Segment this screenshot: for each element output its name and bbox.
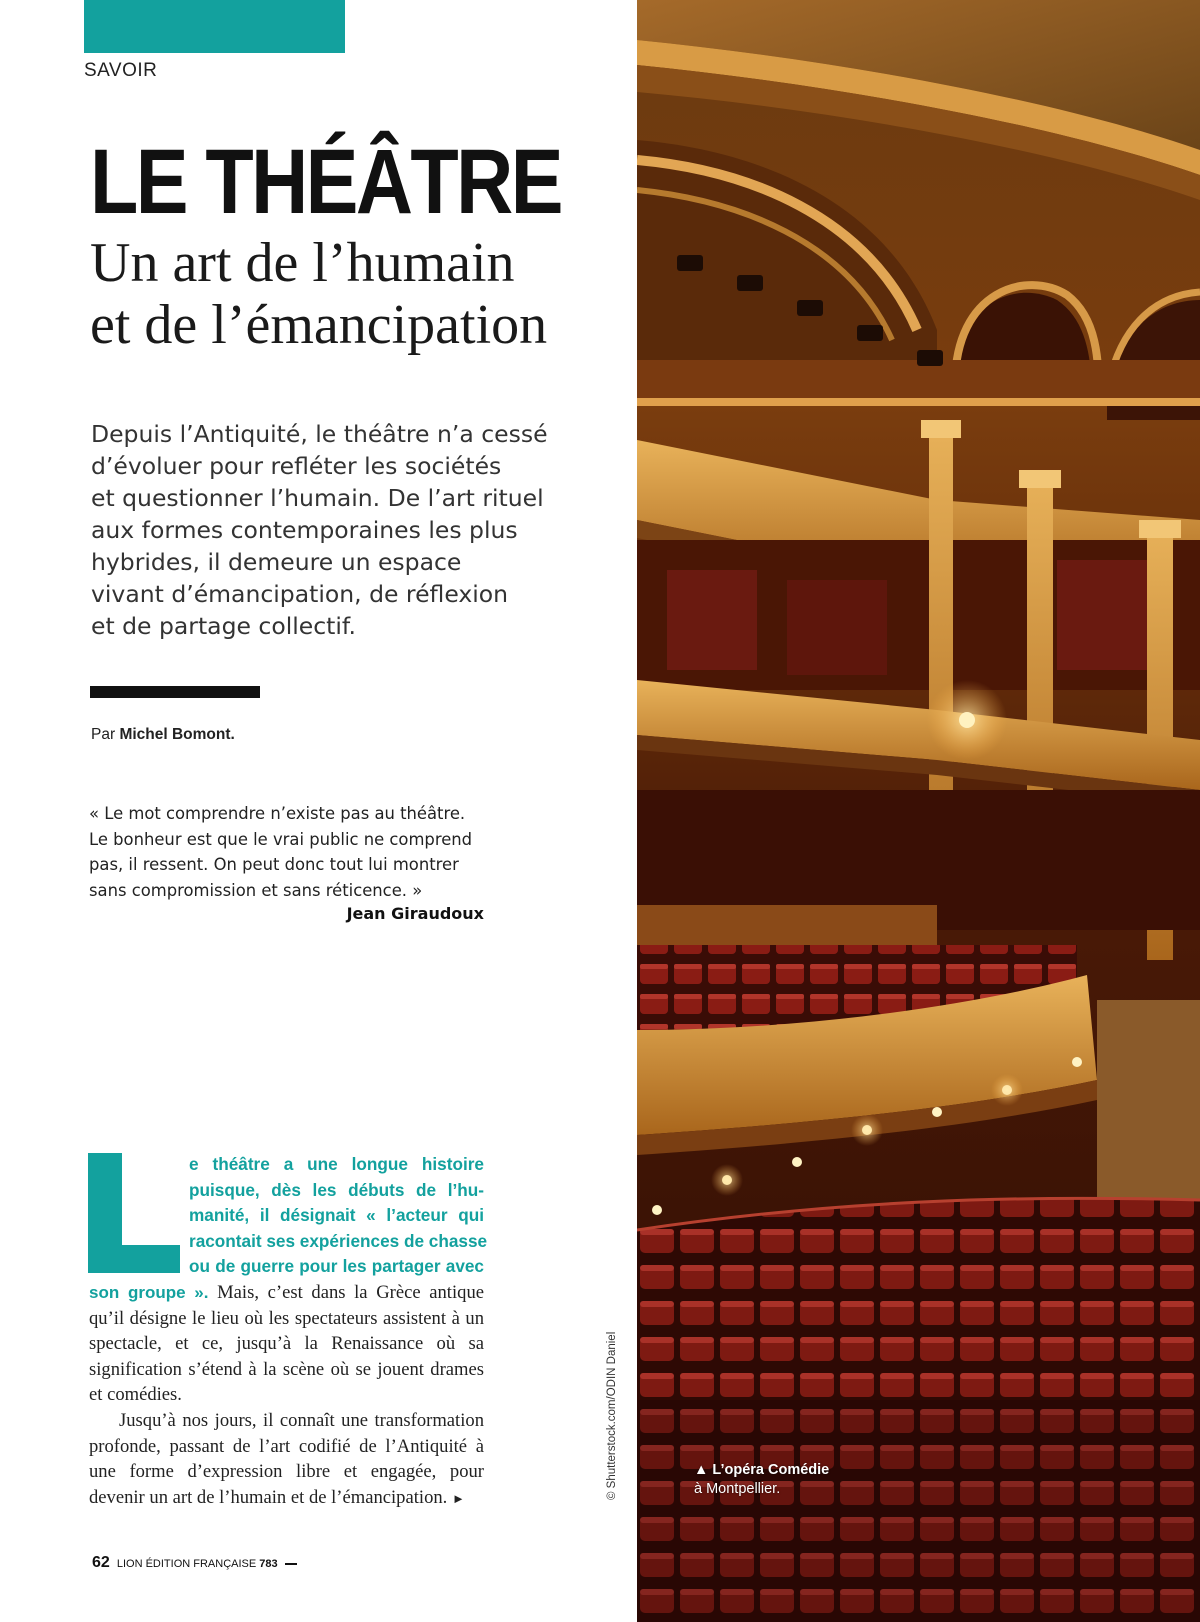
epigraph-quote bbox=[89, 801, 484, 903]
intro-line: racontait ses expériences de chasse bbox=[189, 1230, 488, 1251]
article-body bbox=[89, 1280, 484, 1511]
byline bbox=[91, 726, 235, 744]
paragraph-2 bbox=[89, 1408, 484, 1511]
paragraph-1-text: Mais, c’est dans la Grèce antique qu’il désigne le lieu où les spectateurs assistent à un spectacle, et ce, jusqu’à la Renaissance où sa signification s’étend à la scène où se jouent drames et comédies. bbox=[89, 1282, 484, 1406]
lead-line: Depuis l’Antiquité, le théâtre n’a cessé bbox=[91, 420, 548, 448]
page-footer bbox=[92, 1554, 297, 1572]
intro-tail: son groupe ». bbox=[89, 1283, 209, 1302]
intro-line: puisque, dès les débuts de l’hu- bbox=[189, 1179, 484, 1200]
quote-line: sans compromission et sans réticence. » bbox=[89, 880, 423, 900]
article-title: LE THÉÂTRE bbox=[90, 131, 561, 233]
photo-credit: © Shutterstock.com/ODIN Daniel bbox=[606, 1331, 618, 1500]
paragraph-1 bbox=[89, 1280, 484, 1408]
intro-line: ou de guerre pour les partager avec bbox=[189, 1256, 484, 1277]
article-subtitle bbox=[90, 232, 610, 356]
caption-line-2: à Montpellier. bbox=[694, 1481, 781, 1497]
paragraph-2-text: Jusqu’à nos jours, il connaît une transformation profonde, passant de l’art codifié de l’Antiquité à une forme d’expression libre et engagée, pour devenir un art de l’humain et de l’émancipation. bbox=[89, 1409, 484, 1508]
quote-line: « Le mot comprendre n’existe pas au théâtre. bbox=[89, 804, 466, 823]
lead-line: et questionner l’humain. De l’art rituel bbox=[91, 484, 544, 512]
intro-line: e théâtre a une longue histoire bbox=[189, 1154, 484, 1174]
byline-author: Michel Bomont. bbox=[119, 726, 235, 743]
theatre-photo bbox=[637, 0, 1200, 1622]
lead-line: hybrides, il demeure un espace bbox=[91, 548, 462, 576]
page-number: 62 bbox=[92, 1554, 110, 1571]
divider-rule bbox=[90, 686, 260, 698]
intro-line: manité, il désignait « l’acteur qui bbox=[189, 1205, 484, 1226]
caption-line-1 bbox=[694, 1461, 829, 1480]
quote-author: Jean Giraudoux bbox=[346, 904, 484, 923]
photo-caption bbox=[694, 1461, 829, 1499]
lead-line: vivant d’émancipation, de réflexion bbox=[91, 580, 509, 608]
quote-line: Le bonheur est que le vrai public ne comprend bbox=[89, 829, 473, 849]
lead-line: d’évoluer pour refléter les sociétés bbox=[91, 452, 502, 480]
subtitle-line: Un art de l’humain bbox=[90, 232, 515, 294]
issue-number: 783 bbox=[259, 1558, 278, 1570]
byline-prefix: Par bbox=[91, 726, 116, 743]
subtitle-line: et de l’émancipation bbox=[90, 294, 548, 356]
continue-arrow-icon: ► bbox=[451, 1490, 465, 1506]
opera-interior-illustration bbox=[637, 0, 1200, 1622]
article-intro bbox=[189, 1152, 488, 1280]
lead-line: aux formes contemporaines les plus bbox=[91, 516, 518, 544]
section-label: SAVOIR bbox=[84, 60, 158, 81]
section-color-bar bbox=[84, 0, 345, 53]
drop-cap bbox=[88, 1153, 180, 1273]
caption-title: L’opéra Comédie bbox=[712, 1462, 830, 1478]
caption-triangle-icon: ▲ bbox=[694, 1462, 709, 1478]
magazine-name: LION ÉDITION FRANÇAISE bbox=[116, 1558, 257, 1570]
footer-dash bbox=[285, 1563, 297, 1565]
quote-line: pas, il ressent. On peut donc tout lui montrer bbox=[89, 855, 459, 874]
lead-line: et de partage collectif. bbox=[91, 612, 356, 640]
article-lead bbox=[91, 418, 611, 642]
